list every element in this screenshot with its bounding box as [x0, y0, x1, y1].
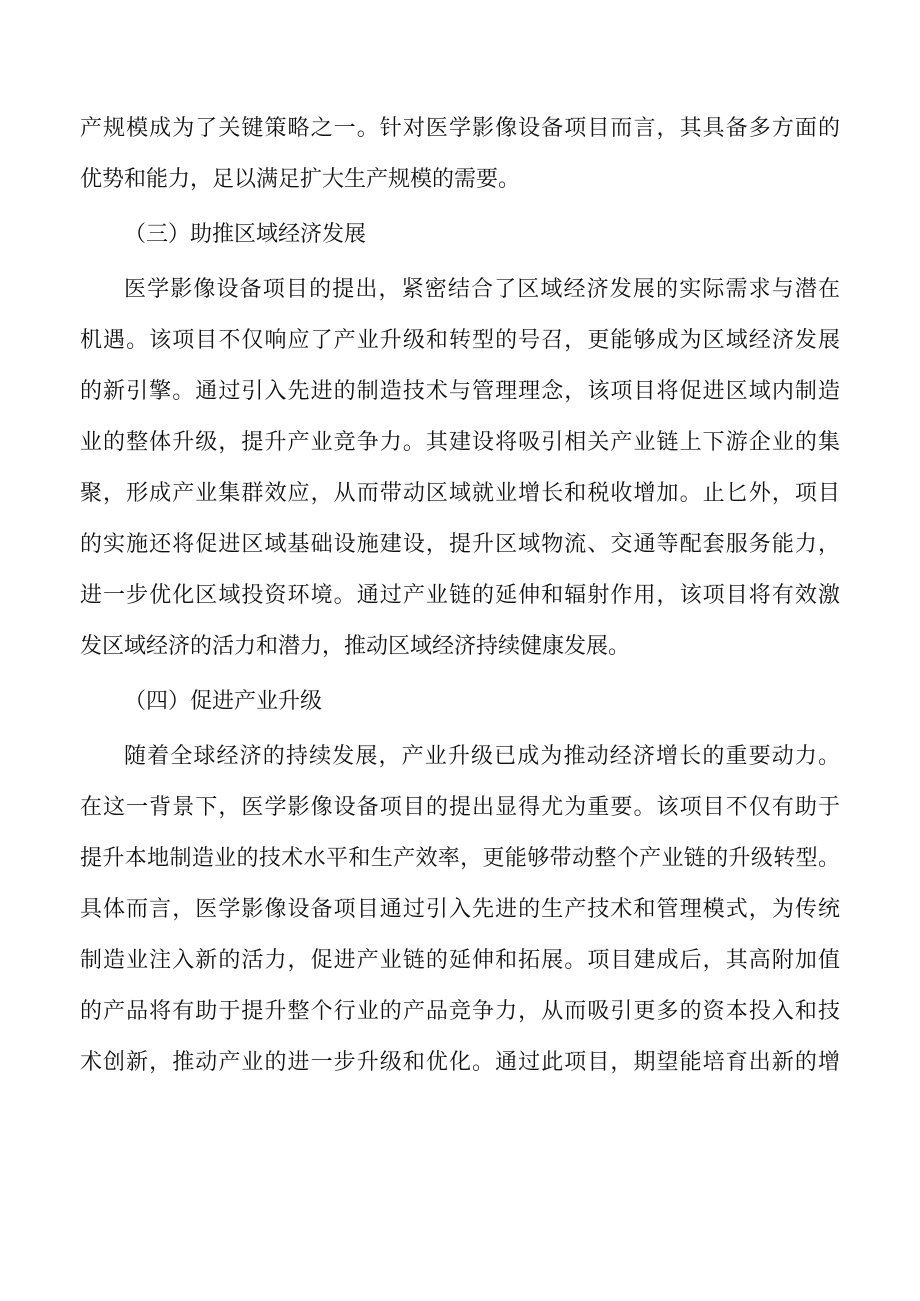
section-heading-3: （三）助推区域经济发展 — [124, 222, 367, 247]
text-line: 术创新，推动产业的进一步升级和优化。通过此项目，期望能培育出新的增 — [80, 1050, 840, 1075]
text-line: 的实施还将促进区域基础设施建设，提升区域物流、交通等配套服务能力， — [80, 532, 840, 557]
paragraph-section-3 — [80, 264, 840, 672]
text-line: 进一步优化区域投资环境。通过产业链的延伸和辐射作用，该项目将有效激 — [80, 583, 840, 608]
text-line: 聚，形成产业集群效应，从而带动区域就业增长和税收增加。止匕外，项目 — [80, 481, 840, 506]
text-line: 在这一背景下，医学影像设备项目的提出显得尤为重要。该项目不仅有助于 — [80, 795, 840, 820]
document-body — [80, 103, 840, 1088]
text-line: 医学影像设备项目的提出，紧密结合了区域经济发展的实际需求与潜在 — [124, 277, 840, 302]
text-line: 具体而言，医学影像设备项目通过引入先进的生产技术和管理模式，为传统 — [80, 897, 840, 922]
text-line: 随着全球经济的持续发展，产业升级已成为推动经济增长的重要动力。 — [124, 744, 840, 769]
text-line: 产规模成为了关键策略之一。针对医学影像设备项目而言，其具备多方面的 — [80, 116, 840, 141]
text-line: 机遇。该项目不仅响应了产业升级和转型的号召，更能够成为区域经济发展 — [80, 328, 840, 353]
paragraph-continuation — [80, 103, 840, 205]
section-heading-4: （四）促进产业升级 — [124, 689, 323, 714]
paragraph-section-4 — [80, 731, 840, 1088]
text-line: 提升本地制造业的技术水平和生产效率，更能够带动整个产业链的升级转型。 — [80, 846, 840, 871]
text-line: 的新引擎。通过引入先进的制造技术与管理理念，该项目将促进区域内制造 — [80, 379, 840, 404]
text-line: 优势和能力，足以满足扩大生产规模的需要。 — [80, 167, 521, 192]
text-line: 业的整体升级，提升产业竞争力。其建设将吸引相关产业链上下游企业的集 — [80, 430, 840, 455]
text-line: 发区域经济的活力和潜力，推动区域经济持续健康发展。 — [80, 634, 631, 659]
text-line: 制造业注入新的活力，促进产业链的延伸和拓展。项目建成后，其高附加值 — [80, 948, 840, 973]
text-line: 的产品将有助于提升整个行业的产品竞争力，从而吸引更多的资本投入和技 — [80, 999, 840, 1024]
